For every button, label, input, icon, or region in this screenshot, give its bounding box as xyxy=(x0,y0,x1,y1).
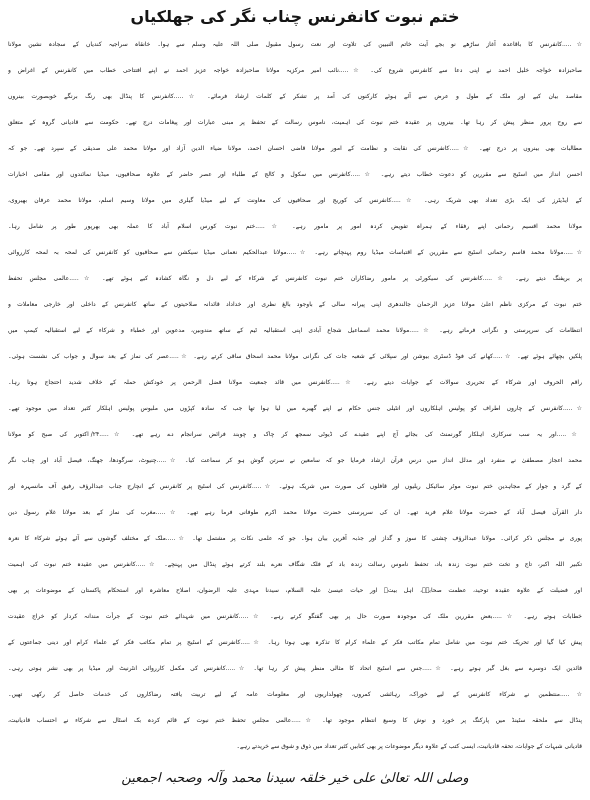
article-title: ختم نبوت کانفرنس چناب نگر کی جھلکیاں xyxy=(130,7,460,26)
body-line: ☆.....اور یہ سب سرکاری اہلکار گورنمنٹ کی بجائے آج اپنے عقیدے کی ڈیوٹی سمجھ کر چاک و چوبند فرائض سرانجام دے رہے تھے۔ ☆.....۲۴/ اکتوبر کی صبح کو مولانا xyxy=(8,431,582,438)
body-line: محمد اعجاز مصطفیٰ نے منفرد اور مدلل انداز میں درس قرآن ارشاد فرمایا جو کہ سامعین نے سرتن گوش ہو کر سماعت کیا۔ ☆.....چنیوٹ، سرگودھا، جھنگ، فیصل آباد اور چناب نگر xyxy=(8,457,582,464)
article-body xyxy=(8,32,582,760)
body-line: احسن انداز میں اسٹیج سے مقررین کو دعوت خطاب دیتے رہے۔ ☆.....کانفرنس میں سکول و کالج کے طلباء اور عصر حاضر کے علاوہ صحافیوں، میڈیا نمائندوں اور مقامی اخبارات xyxy=(8,171,582,178)
body-line: قائدین ایک دوسرے سے بغل گیر ہوتے رہے۔ ☆.....جس سے اسٹیج اتحاد کا مثالی منظر پیش کر رہا تھا۔ ☆.....کانفرنس کی مکمل کارروائی انٹرنیٹ اور میڈیا پر بھی نشر ہوتی رہی۔ xyxy=(8,665,582,672)
body-line: راقم الحروف اور شرکاء کے تحریری سوالات کے جوابات دیتے رہے۔ ☆.....کانفرنس میں قائد جمعیت مولانا فضل الرحمن پر خودکش حملہ کے خلاف شدید احتجاج ہوتا رہا۔ xyxy=(8,379,582,386)
body-line: پر بریفنگ دیتے رہے۔ ☆.....کانفرنس کی سیکورٹی پر مامور رضاکاران ختم نبوت کانفرنس کے شرکاء کے لیے دل و نگاہ کشادہ کیے ہوئے تھے۔ ☆.....عالمی مجلس تحفظ xyxy=(8,275,582,282)
body-line: پیش کیا گیا اور تحریک ختم نبوت میں شامل تمام مکاتب فکر کے علماء کرام کا تذکرہ بھی ہوتا رہا۔ ☆.....کانفرنس کے اسٹیج پر تمام مکاتب فکر کے علماء کرام اور دینی جماعتوں کے xyxy=(8,639,582,646)
body-line: مقاصد بیان کیے اور ملک کے طول و عرض سے آئے ہوئے کارکنوں کی آمد پر تشکر کے کلمات ارشاد فرمائے۔ ☆.....کانفرنس کا پنڈال بھی رنگ برنگے خوبصورت بینروں xyxy=(8,93,582,100)
body-line: ☆.....مولانا محمد قاسم رحمانی اسٹیج سے مقررین کے اقتباسات میڈیا روم پہنچاتے رہے۔ ☆.....مولانا عبدالحکیم نعمانی میڈیا سیکشن سے صحافیوں کو کانفرنس کی لمحہ بہ لمحہ کارروائی xyxy=(8,249,582,256)
body-line: دار القرآن فیصل آباد کے حضرت مولانا غلام فرید تھے۔ ان کی سرپرستی حضرت مولانا محمد اکرم طوفانی فرما رہے تھے۔ ☆.....مغرب کی نماز کے بعد مولانا غلام رسول دین xyxy=(8,509,582,516)
body-line: پوری نے مجلس ذکر کرائی۔ مولانا عبدالرؤف چشتی کا سوز و گداز اور جذبہ آفرین بیان ہوا۔ جو کہ علمی نکات پر مشتمل تھا۔ ☆.....ملک کے مختلف گوشوں سے آئے ہوئے شرکاء کا نعرہ xyxy=(8,535,582,542)
body-line: اور فضیلت کے علاوہ عقیدہ توحید، عظمت صحابہؓ، اہل بیتؓ اور حیات عیسیٰ علیہ السلام، سیدنا مہدی علیہ الرضوان، اصلاح معاشرہ اور استحکام پاکستان کے موضوعات پر بھی xyxy=(8,587,582,594)
body-line: صاحبزادہ خواجہ خلیل احمد نے اپنی دعا سے کانفرنس شروع کی۔ ☆.....نائب امیر مرکزیہ مولانا صاحبزادہ خواجہ عزیز احمد نے اپنے افتتاحی خطاب میں کانفرنس کے اغراض و xyxy=(8,67,582,74)
body-line: کے ایڈیٹرز کی ایک بڑی تعداد بھی شریک رہی۔ ☆.....کانفرنس کی کوریج اور صحافیوں کی معاونت کے لیے میڈیا گیلری میں مولانا وسیم اسلم، مولانا محمد عرفان بھیروی، xyxy=(8,197,582,204)
body-line: مولانا محمد اقسیم رحمانی اپنے رفقاء کے ہمراہ تفویض کردہ امور پر مامور رہے۔ ☆.....ختم نبوت کورس اسلام آباد کا عملہ بھی بھرپور طور پر شامل رہا۔ xyxy=(8,223,582,230)
body-line: ختم نبوت کے مرکزی ناظم اعلیٰ مولانا عزیز الرحمان جالندھری اپنی پیرانہ سالی کے باوجود بالغ نظری اور خداداد قائدانہ صلاحیتوں کے ساتھ کانفرنس کے داخلی اور خارجی معاملات و xyxy=(8,301,582,308)
body-line: انتظامات کی سرپرستی و نگرانی فرماتے رہے۔ ☆.....مولانا محمد اسماعیل شجاع آبادی اپنی استقبالیہ ٹیم کے ساتھ مندوبین، مدعوین اور خطباء و شرکاء کے لیے استقبالیہ کیمپ میں xyxy=(8,327,582,334)
body-line: پنڈال سے ملحقہ سٹینڈ میں پارکنگ پر خورد و نوش کا وسیع انتظام موجود تھا۔ ☆.....عالمی مجلس تحفظ ختم نبوت کے قائم کردہ بک اسٹال سے شرکاء نے احتساب قادیانیت، xyxy=(8,717,582,724)
body-line: تکبیر اللہ اکبر، تاج و تخت ختم نبوت زندہ باد، تحفظ ناموس رسالت زندہ باد کے فلک شگاف نعرے بلند کرتے ہوئے پنڈال میں پہنچے۔ ☆.....کانفرنس میں عقیدہ ختم نبوت کی اہمیت xyxy=(8,561,582,568)
body-line: خطابات ہوتے رہے۔ ☆.....بعض مقررین ملک کی موجودہ صورت حال پر بھی گفتگو کرتے رہے۔ ☆.....کانفرنس میں شہدائے ختم نبوت کے جرأت مندانہ کردار کو خراج عقیدت xyxy=(8,613,582,620)
body-line: قادیانی شبہات کے جوابات، تحفہ قادیانیت، ایسی کتب کے علاوہ دیگر موضوعات پر بھی کتابیں کثیر تعداد میں ذوق و شوق سے خریدتے رہے۔ xyxy=(236,743,582,750)
body-line: پلکیں بچھائے ہوئے تھے۔ ☆.....کھانے کی فوڈ ڈسٹری بیوشن اور سپلائی کے شعبہ جات کی نگرانی مولانا محمد اسحاق ساقی کرتے رہے۔ ☆.....عصر کی نماز کے بعد سوال و جواب کی نشست ہوئی۔ xyxy=(8,353,582,360)
body-line: کے گرد و جوار کے مجاہدین ختم نبوت موٹر سائیکل ریلیوں اور قافلوں کی صورت میں شریک ہوئے۔ ☆.....کانفرنس کی اسٹیج پر کانفرنس کے انچارج جناب عبدالرؤف رفیق آف مانسہرہ اور xyxy=(8,483,582,490)
body-line: ☆.....کانفرنس کے چاروں اطراف کو پولیس اہلکاروں اور انٹیلی جنس حکام نے اپنے گھیرے میں لیا ہوا تھا جب کہ سادہ کپڑوں میں ملبوس پولیس اہلکار کثیر تعداد میں موجود تھے۔ xyxy=(8,405,582,412)
body-line: مطالبات بھی بینروں پر درج تھے۔ ☆.....کانفرنس کی نقابت و نظامت کے امور مولانا قاضی احسان احمد، مولانا ضیاء الدین آزاد اور مولانا محمد علی صدیقی کے سپرد تھے۔ جو کہ xyxy=(8,145,582,152)
body-line: ☆.....کانفرنس کا باقاعدہ آغاز ساڑھے نو بجے آیت خاتم النبیین کی تلاوت اور نعت رسول مقبول صلی اللہ علیہ وسلم سے ہوا۔ خانقاہ سراجیہ کندیاں کے سجادہ نشین مولانا xyxy=(8,41,582,48)
body-line: ☆.....منتظمین نے شرکاء کانفرنس کے لیے خوراک، رہائشی کمروں، چھولداریوں اور معلومات عامہ کے لیے تربیت یافتہ رضاکاروں کی خدمات حاصل کر رکھی تھیں۔ xyxy=(8,691,582,698)
body-line: سے روح پرور منظر پیش کر رہا تھا۔ بینروں پر عقیدہ ختم نبوت کی اہمیت، ناموس رسالت کے تحفظ پر مبنی عبارات اور پیغامات درج تھے۔ حکومت سے قادیانی گروہ کے متعلق xyxy=(8,119,582,126)
closing-benediction: وصلی اللہ تعالیٰ علی خیر خلقہ سیدنا محمد وآلہ وصحبہ اجمعین xyxy=(121,771,469,786)
